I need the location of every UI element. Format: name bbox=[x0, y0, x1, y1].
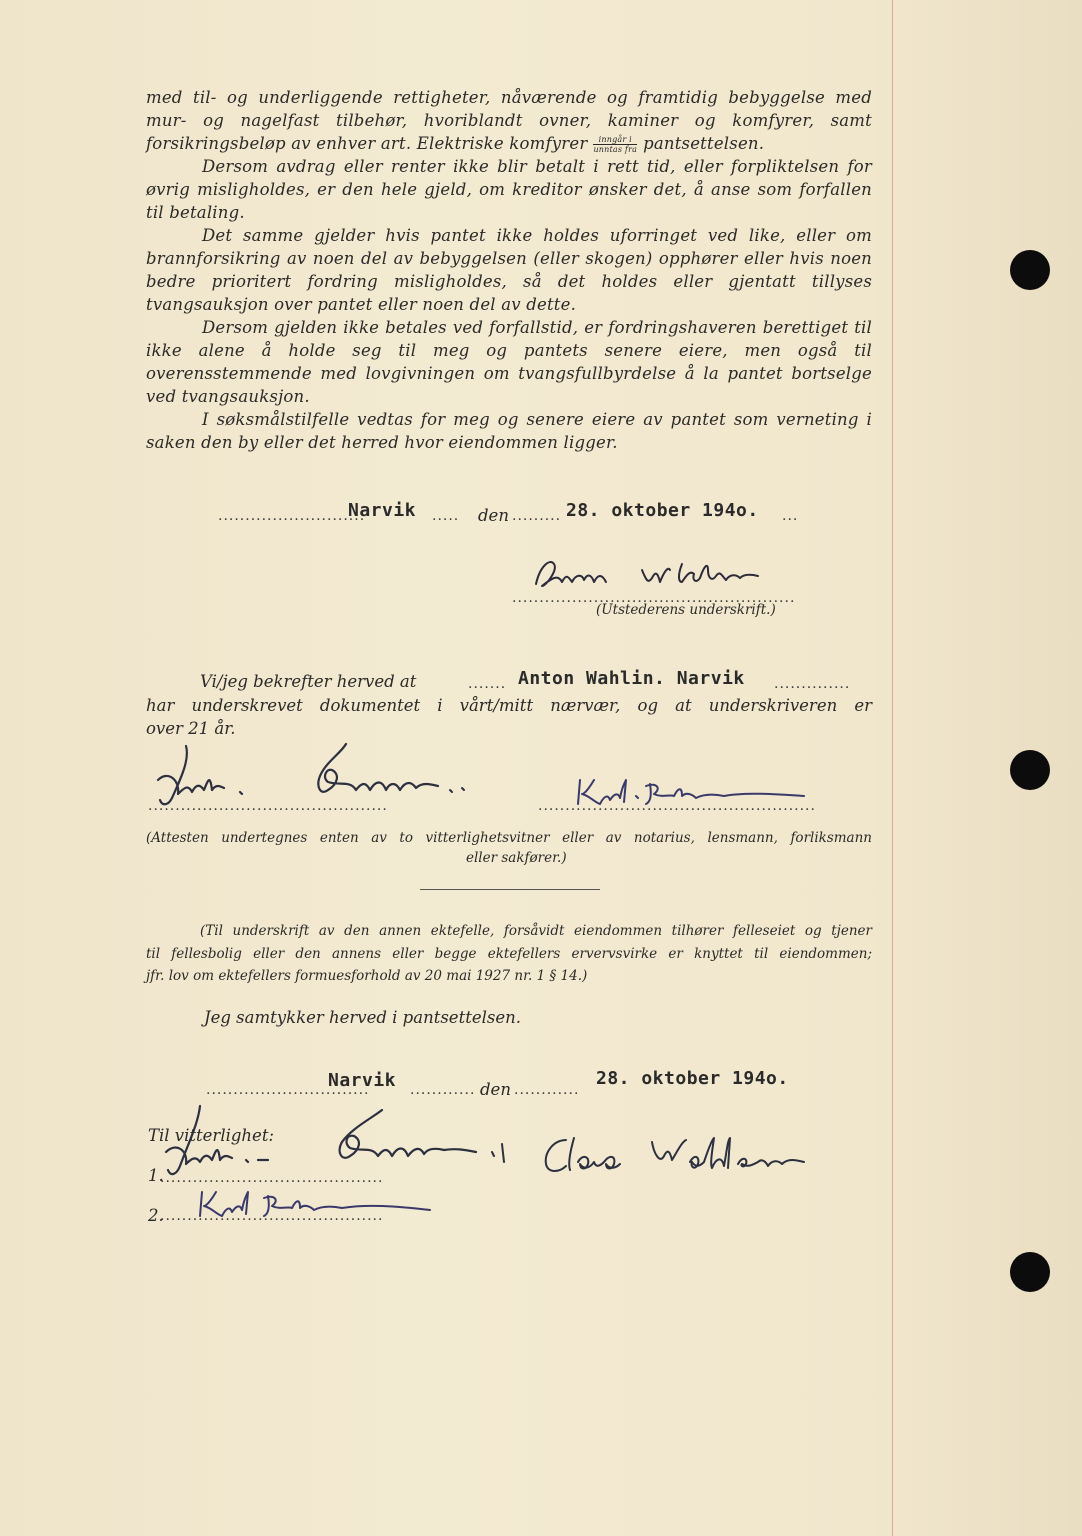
paragraph-1-end: pantsettelsen. bbox=[643, 134, 765, 153]
witness-line-2: har underskrevet dokumentet i vårt/mitt nærvær, og at underskriveren er bbox=[146, 696, 872, 715]
issuer-signature-line: .................................................... bbox=[512, 590, 796, 606]
paragraph-enforcement: Dersom gjelden ikke betales ved forfallstid, er fordringshaveren berettiget til ikke alene å holde seg til meg og pantets senere eiere, men også til overensstemmende med lovgivningen om tvangsfullbyrdelse å la pantet bortselge ved tvangsauksjon. bbox=[146, 318, 872, 406]
date2-dots-mid1: ............ bbox=[410, 1082, 476, 1098]
mortgage-terms-text bbox=[146, 86, 872, 454]
attest-dots-2: ......................................... bbox=[160, 1208, 384, 1224]
punch-hole-top bbox=[1010, 250, 1050, 290]
paragraph-deterioration: Det samme gjelder hvis pantet ikke holdes uforringet ved like, eller om brannforsikring av noen del av bebyggelsen (eller skogen) opphører eller hvis noen bedre prioritert fordring misligholdes, så det holdes eller gjentatt tillyses tvangsauksjon over pantet eller noen del av dette. bbox=[146, 226, 872, 314]
date2-date: 28. oktober 194o. bbox=[596, 1068, 789, 1089]
punch-hole-middle bbox=[1010, 750, 1050, 790]
witness2-dots: ................................................... bbox=[538, 798, 816, 814]
witness1-dots: ............................................ bbox=[148, 798, 388, 814]
paragraph-1-text: med til- og underliggende rettigheter, nåværende og framtidig bebyggelse med mur- og nagelfast tilbehør, hvoriblandt ovner, kaminer og komfyrer, samt forsikringsbeløp av enhver art. Elektriske komfyrer bbox=[146, 88, 872, 153]
fraction-numerator: inngår i bbox=[593, 135, 637, 145]
spouse-note-2: til fellesbolig eller den annens eller begge ektefellers ervervsvirke er knyttet til eiendommen; bbox=[146, 946, 872, 962]
date1-dots-mid1: ..... bbox=[432, 508, 460, 524]
paragraph-property-rights bbox=[146, 86, 872, 155]
section-divider bbox=[420, 889, 600, 890]
attest-number-2: 2. bbox=[148, 1206, 164, 1225]
date2-dots-mid2: ............ bbox=[514, 1082, 580, 1098]
date2-den-label: den bbox=[480, 1080, 511, 1099]
included-excluded-fraction bbox=[593, 135, 637, 154]
date1-den-label: den bbox=[478, 506, 509, 525]
attest-caption-2: eller sakfører.) bbox=[466, 850, 567, 866]
date1-place: Narvik bbox=[348, 500, 417, 521]
date2-place: Narvik bbox=[328, 1070, 397, 1091]
date1-dots-left: ........................... bbox=[218, 508, 366, 524]
attest-caption-1: (Attesten undertegnes enten av to vitterlighetsvitner eller av notarius, lensmann, forliksmann bbox=[146, 830, 872, 846]
issuer-signature-caption: (Utstederens underskrift.) bbox=[596, 602, 776, 618]
witness-line-3: over 21 år. bbox=[146, 719, 236, 738]
attest-number-1: 1. bbox=[148, 1166, 164, 1185]
attest-spouse-signature bbox=[540, 1134, 830, 1184]
witness-confirm-label: Vi/jeg bekrefter herved at bbox=[200, 672, 417, 691]
attest-label: Til vitterlighet: bbox=[148, 1126, 275, 1145]
date1-dots-right: ... bbox=[782, 508, 799, 524]
margin-rule bbox=[892, 0, 893, 1536]
date2-dots-left: .............................. bbox=[206, 1082, 370, 1098]
witness-dots-left: ....... bbox=[468, 676, 507, 692]
date1-date: 28. oktober 194o. bbox=[566, 500, 759, 521]
spouse-note-1: (Til underskrift av den annen ektefelle, forsåvidt eiendommen tilhører felleseiet og tjener bbox=[200, 923, 872, 939]
fraction-denominator: unntas fra bbox=[593, 145, 638, 154]
punch-hole-bottom bbox=[1010, 1252, 1050, 1292]
date1-dots-mid2: ......... bbox=[512, 508, 562, 524]
paragraph-venue: I søksmålstilfelle vedtas for meg og senere eiere av pantet som verneting i saken den by eller det herred hvor eiendommen ligger. bbox=[146, 410, 872, 452]
witness-typed-name: Anton Wahlin. Narvik bbox=[518, 668, 745, 689]
paragraph-default: Dersom avdrag eller renter ikke blir betalt i rett tid, eller forpliktelsen for øvrig misligholdes, er den hele gjeld, om kreditor ønsker det, å anse som forfallen til betaling. bbox=[146, 157, 872, 222]
spouse-note-3: jfr. lov om ektefellers formuesforhold av 20 mai 1927 nr. 1 § 14.) bbox=[146, 968, 588, 984]
spouse-consent-text: Jeg samtykker herved i pantsettelsen. bbox=[204, 1008, 521, 1027]
attest-dots-1: ......................................... bbox=[160, 1170, 384, 1186]
witness-dots-right: .............. bbox=[774, 676, 851, 692]
